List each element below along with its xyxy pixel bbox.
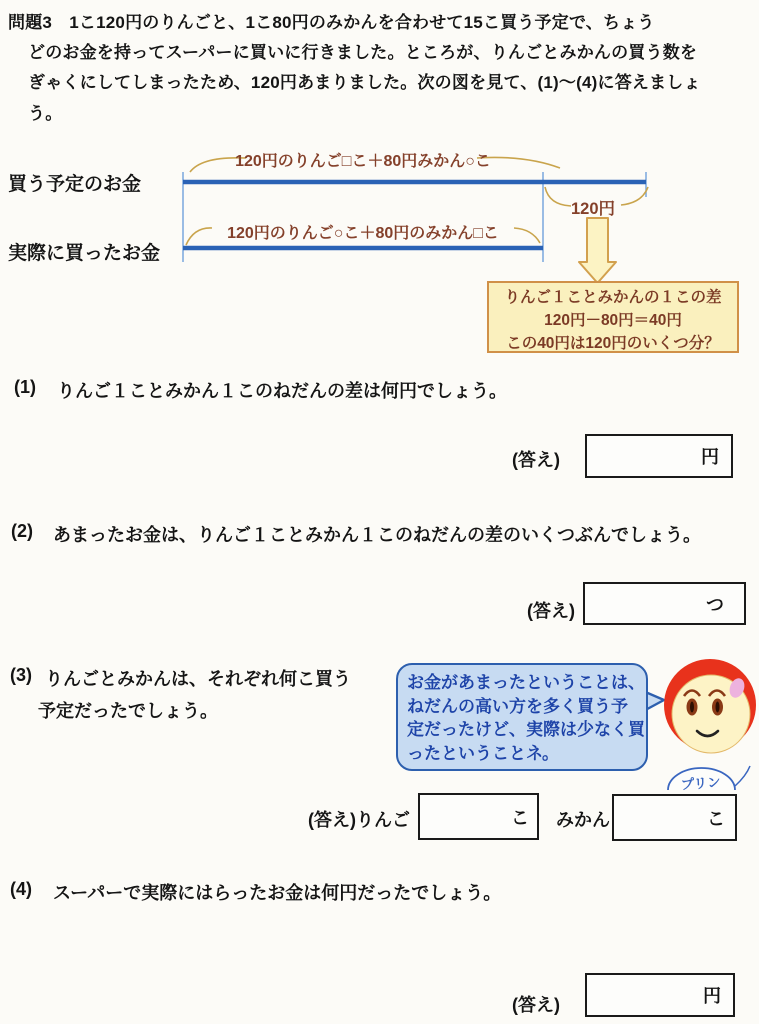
character-name: プリン	[680, 774, 722, 793]
difference-brace-right	[621, 187, 648, 205]
answer-1-box[interactable]	[585, 434, 733, 478]
question-3-number: (3)	[10, 665, 32, 685]
question-1-number: (1)	[14, 377, 36, 397]
character-face-icon	[640, 648, 759, 800]
question-3-text-line-1: りんごとみかんは、それぞれ何こ買う	[45, 669, 351, 689]
answer-2-label: (答え)	[527, 601, 575, 621]
bubble-line-4: ったということネ。	[407, 743, 559, 763]
answer-3-apple-box[interactable]	[418, 793, 539, 840]
answer-4-unit: 円	[703, 986, 721, 1006]
answer-2-box[interactable]	[583, 582, 746, 625]
answer-3-mikan-unit: こ	[707, 808, 725, 829]
answer-3-mikan-box[interactable]	[612, 794, 737, 841]
bubble-line-1: お金があまったということは、	[407, 673, 645, 692]
note-box	[487, 281, 739, 353]
question-2-text: あまったお金は、りんご１ことみかん１このねだんの差のいくつぶんでしょう。	[53, 525, 701, 545]
collar-line	[735, 766, 750, 786]
question-4-text: スーパーで実際にはらったお金は何円だったでしょう。	[53, 883, 502, 903]
problem-statement-line-1: 問題3 1こ120円のりんごと、1こ80円のみかんを合わせて15こ買う予定で、ちょう	[8, 13, 655, 32]
note-line-1: りんご１ことみかんの１この差	[504, 289, 722, 306]
answer-3-label: (答え)りんご	[308, 810, 410, 830]
planned-bar-caption: 120円のりんご□こ＋80円みかん○こ	[235, 153, 491, 170]
down-arrow-icon	[579, 218, 616, 283]
question-2-number: (2)	[11, 521, 33, 541]
answer-1-unit: 円	[701, 447, 719, 467]
difference-brace-left	[545, 187, 571, 206]
question-3-text-line-2: 予定だったでしょう。	[38, 701, 218, 721]
difference-label: 120円	[571, 200, 616, 218]
problem-statement-line-2: どのお金を持ってスーパーに買いに行きました。ところが、りんごとみかんの買う数を	[28, 43, 698, 62]
actual-bar-caption: 120円のりんご○こ＋80円のみかん□こ	[227, 225, 499, 242]
note-line-2: 120円－80円＝40円	[544, 312, 682, 329]
speech-bubble	[396, 663, 648, 771]
answer-3-apple-unit: こ	[511, 807, 529, 828]
problem-statement-line-3: ぎゃくにしてしまったため、120円あまりました。次の図を見て、(1)～(4)に答えましょ	[28, 73, 701, 92]
answer-3-mikan-label: みかん	[556, 810, 610, 830]
answer-4-box[interactable]	[585, 973, 735, 1017]
problem-statement-line-4: う。	[28, 104, 63, 123]
bubble-line-2: ねだんの高い方を多く買う予	[407, 696, 628, 716]
planned-money-row-label: 買う予定のお金	[8, 174, 142, 195]
question-4-number: (4)	[10, 879, 32, 899]
note-line-3: この40円は120円のいくつ分？	[506, 335, 720, 352]
answer-1-label: (答え)	[512, 450, 560, 470]
answer-2-unit: つ	[706, 594, 724, 615]
answer-4-label: (答え)	[512, 995, 560, 1015]
actual-money-row-label: 実際に買ったお金	[8, 243, 161, 264]
bubble-line-3: 定だったけど、実際は少なく買	[407, 720, 645, 739]
question-1-text: りんご１ことみかん１このねだんの差は何円でしょう。	[57, 381, 507, 401]
